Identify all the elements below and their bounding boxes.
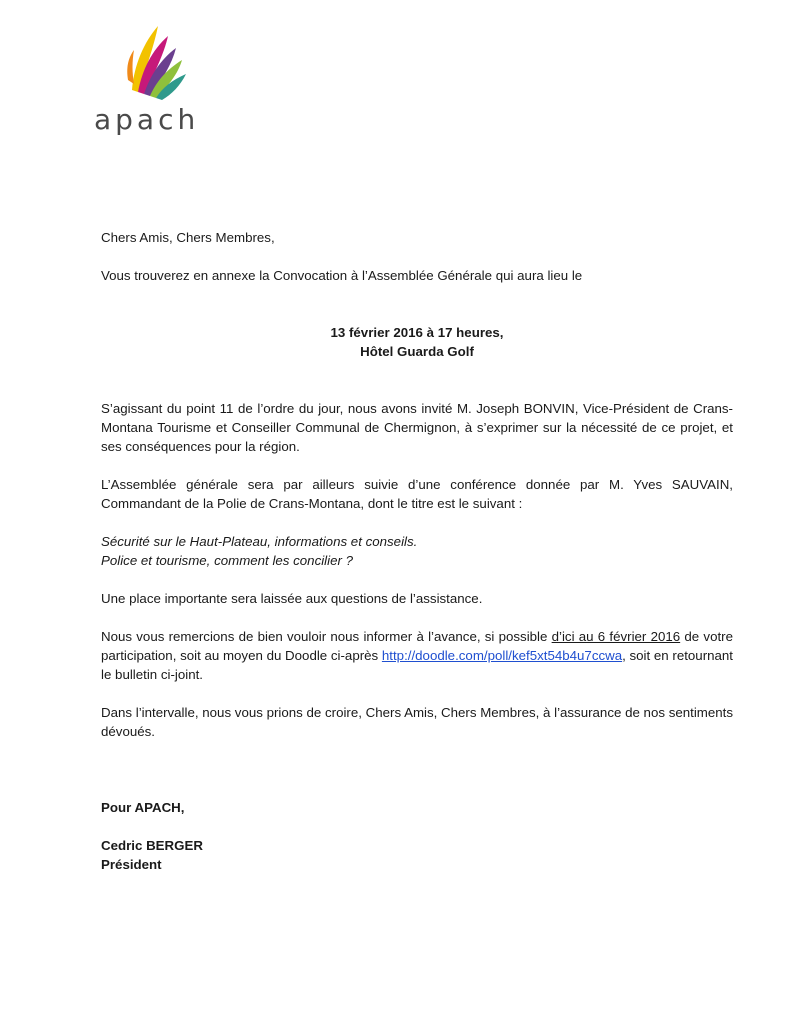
inform-text-c: , soit en retournant le bulletin ci-joint. [101,648,734,682]
doodle-link[interactable]: http://doodle.com/poll/kef5xt54b4u7ccwa [381,648,623,663]
signer-title: Président [101,857,162,872]
greeting: Chers Amis, Chers Membres, [101,230,275,245]
inform-paragraph [101,627,733,684]
inform-text-a: Nous vous remercions de bien vouloir nous informer à l’avance, si possible [101,629,552,644]
point11-paragraph: S’agissant du point 11 de l’ordre du jour, nous avons invité M. Joseph BONVIN, Vice-Président de Crans-Montana Tourisme et Conseiller Communal de Chermignon, à s’exprimer sur la nécessité de ce projet, et ses conséquences pour la région. [101,401,733,454]
intro-paragraph: Vous trouverez en annexe la Convocation à l’Assemblée Générale qui aura lieu le [101,268,583,283]
closing-paragraph: Dans l’intervalle, nous vous prions de croire, Chers Amis, Chers Membres, à l’assurance de nos sentiments dévoués. [101,705,733,739]
questions-paragraph: Une place importante sera laissée aux questions de l’assistance. [101,591,483,606]
signer-name: Cedric BERGER [101,838,203,853]
conference-title-line1: Sécurité sur le Haut-Plateau, informations et conseils. [101,534,418,549]
event-date: 13 février 2016 à 17 heures, [330,325,504,340]
signature-for: Pour APACH, [101,800,185,815]
logo-sails-icon [92,20,212,115]
event-venue: Hôtel Guarda Golf [360,344,474,359]
apach-logo [92,20,212,136]
logo-wordmark: apach [94,103,200,136]
letter-body [101,228,733,874]
conference-title-line2: Police et tourisme, comment les concilier ? [101,553,353,568]
conference-paragraph: L’Assemblée générale sera par ailleurs suivie d’une conférence donnée par M. Yves SAUVAIN, Commandant de la Polie de Crans-Montana, dont le titre est le suivant : [101,477,733,511]
inform-text-b: de votre participation, soit au moyen du Doodle ci-après [101,629,733,663]
deadline-text: d’ici au 6 février 2016 [551,629,681,644]
